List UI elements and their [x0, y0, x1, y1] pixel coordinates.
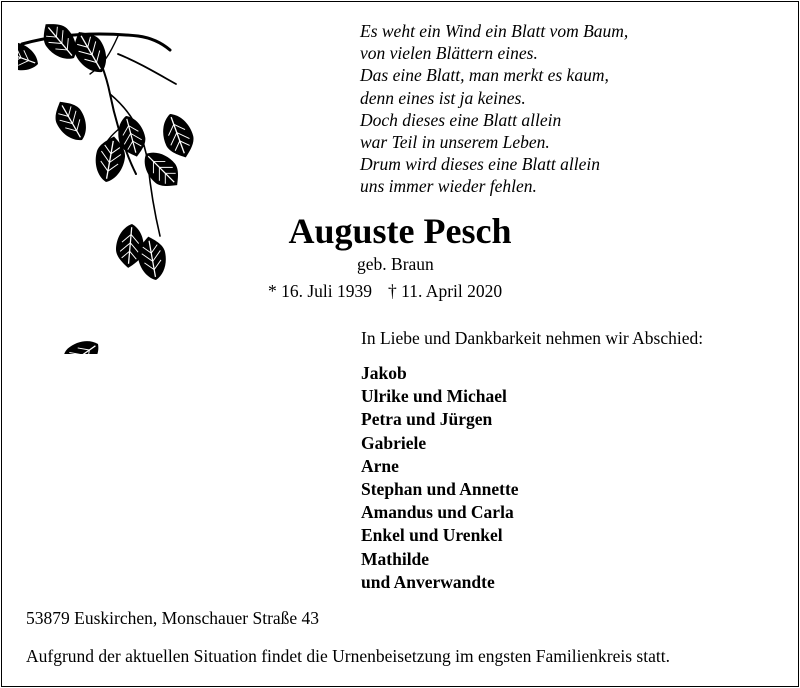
- deceased-name-block: [0, 210, 800, 252]
- poem-line: Es weht ein Wind ein Blatt vom Baum,: [360, 21, 629, 41]
- birch-branch-leaves-illustration: [18, 14, 208, 354]
- mourner: Arne: [361, 455, 399, 476]
- birth-date: * 16. Juli 1939: [268, 281, 373, 301]
- poem-line: von vielen Blättern eines.: [360, 43, 538, 64]
- mourner: Gabriele: [361, 432, 427, 453]
- farewell-text: In Liebe und Dankbarkeit nehmen wir Abschied:: [361, 328, 704, 348]
- poem-line: uns immer wieder fehlen.: [360, 176, 537, 197]
- mourner: Amandus und Carla: [361, 502, 514, 523]
- death-date: † 11. April 2020: [388, 281, 503, 301]
- poem-line: Doch dieses eine Blatt allein: [360, 109, 562, 130]
- mourner: Jakob: [361, 363, 407, 383]
- poem-line: denn eines ist ja keines.: [360, 87, 526, 108]
- mourners-list: [361, 362, 519, 594]
- poem-line: Das eine Blatt, man merkt es kaum,: [360, 65, 609, 86]
- mourner: Mathilde: [361, 548, 430, 569]
- deceased-name: Auguste Pesch: [288, 211, 512, 251]
- burial-notice: Aufgrund der aktuellen Situation findet die Urnenbeisetzung im engsten Familienkreis statt.: [26, 646, 670, 666]
- mourner: Enkel und Urenkel: [361, 525, 503, 546]
- birth-name: geb. Braun: [357, 254, 434, 274]
- life-dates: [268, 281, 502, 302]
- mourner: Stephan und Annette: [361, 479, 519, 500]
- mourner: und Anverwandte: [361, 571, 495, 592]
- poem-line: war Teil in unserem Leben.: [360, 132, 550, 153]
- mourner: Ulrike und Michael: [361, 386, 507, 407]
- poem-line: Drum wird dieses eine Blatt allein: [360, 154, 600, 175]
- poem: [360, 20, 628, 198]
- mourner: Petra und Jürgen: [361, 409, 493, 430]
- address: 53879 Euskirchen, Monschauer Straße 43: [26, 608, 320, 628]
